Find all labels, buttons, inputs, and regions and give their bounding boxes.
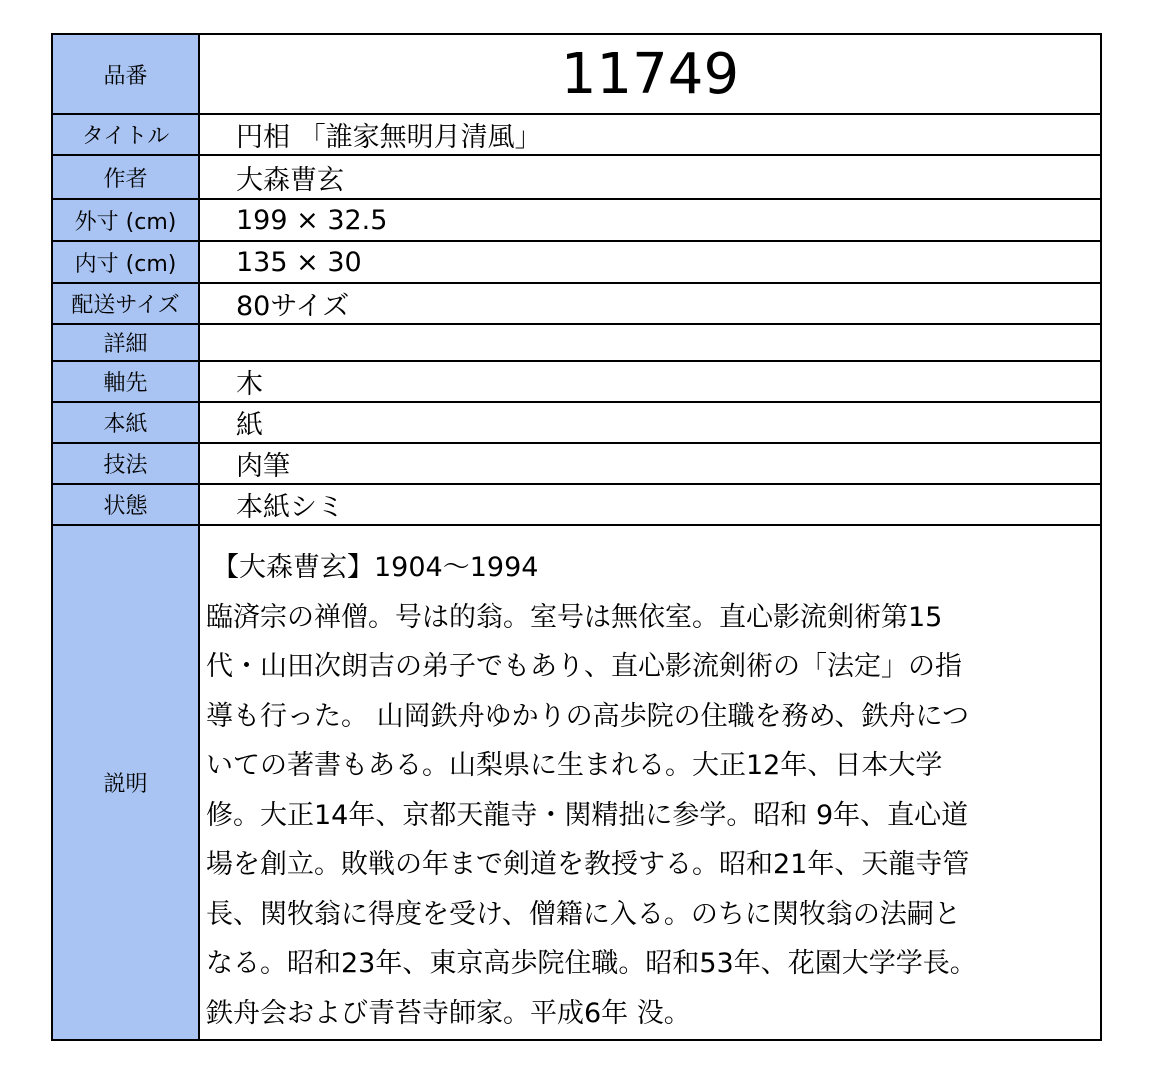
description-line: 修。大正14年、京都天龍寺・関精拙に参学。昭和 9年、直心道: [206, 799, 969, 831]
description-line: 長、関牧翁に得度を受け、僧籍に入る。のちに関牧翁の法嗣と: [206, 898, 961, 930]
shipping-size-label: 配送サイズ: [52, 283, 199, 324]
details-label: 詳細: [52, 324, 199, 361]
technique-value: 肉筆: [199, 443, 1101, 484]
row-details: [52, 324, 1101, 361]
item-spec-table: [51, 33, 1102, 1041]
description-label: 説明: [52, 525, 199, 1040]
outer-size-label: 外寸 (cm): [52, 199, 199, 241]
author-value: 大森曹玄: [199, 155, 1101, 199]
technique-label: 技法: [52, 443, 199, 484]
inner-size-value: 135 × 30: [199, 241, 1101, 283]
inner-size-label: 内寸 (cm): [52, 241, 199, 283]
description-line: 鉄舟会および青苔寺師家。平成6年 没。: [206, 997, 691, 1029]
row-technique: [52, 443, 1101, 484]
roller-end-value: 木: [199, 361, 1101, 402]
main-paper-value: 紙: [199, 402, 1101, 443]
title-value: 円相 「誰家無明月清風」: [199, 114, 1101, 155]
row-description: [52, 525, 1101, 1040]
description-line: なる。昭和23年、東京高歩院住職。昭和53年、花園大学学長。: [206, 948, 977, 979]
description-line: 臨済宗の禅僧。号は的翁。室号は無依室。直心影流剣術第15: [206, 601, 943, 633]
main-paper-label: 本紙: [52, 402, 199, 443]
row-condition: [52, 484, 1101, 525]
row-inner-size: [52, 241, 1101, 283]
row-main-paper: [52, 402, 1101, 443]
description-text: [199, 525, 1101, 1040]
outer-size-value: 199 × 32.5: [199, 199, 1101, 241]
description-line: いての著書もある。山梨県に生まれる。大正12年、日本大学: [206, 750, 943, 781]
condition-label: 状態: [52, 484, 199, 525]
roller-end-label: 軸先: [52, 361, 199, 402]
row-roller-end: [52, 361, 1101, 402]
description-line: 導も行った。 山岡鉄舟ゆかりの高歩院の住職を務め、鉄舟につ: [206, 700, 969, 732]
item-number-label: 品番: [52, 34, 199, 114]
details-value: [199, 324, 1101, 361]
item-number-value: 11749: [199, 34, 1101, 114]
author-label: 作者: [52, 155, 199, 199]
row-author: [52, 155, 1101, 199]
row-title: [52, 114, 1101, 155]
row-item-number: [52, 34, 1101, 114]
description-line: 【大森曹玄】1904〜1994: [212, 552, 539, 583]
condition-value: 本紙シミ: [199, 484, 1101, 525]
description-line: 代・山田次朗吉の弟子でもあり、直心影流剣術の「法定」の指: [206, 651, 962, 682]
row-shipping-size: [52, 283, 1101, 324]
title-label: タイトル: [52, 114, 199, 155]
description-line: 場を創立。敗戦の年まで剣道を教授する。昭和21年、天龍寺管: [206, 849, 970, 880]
shipping-size-value: 80サイズ: [199, 283, 1101, 324]
row-outer-size: [52, 199, 1101, 241]
